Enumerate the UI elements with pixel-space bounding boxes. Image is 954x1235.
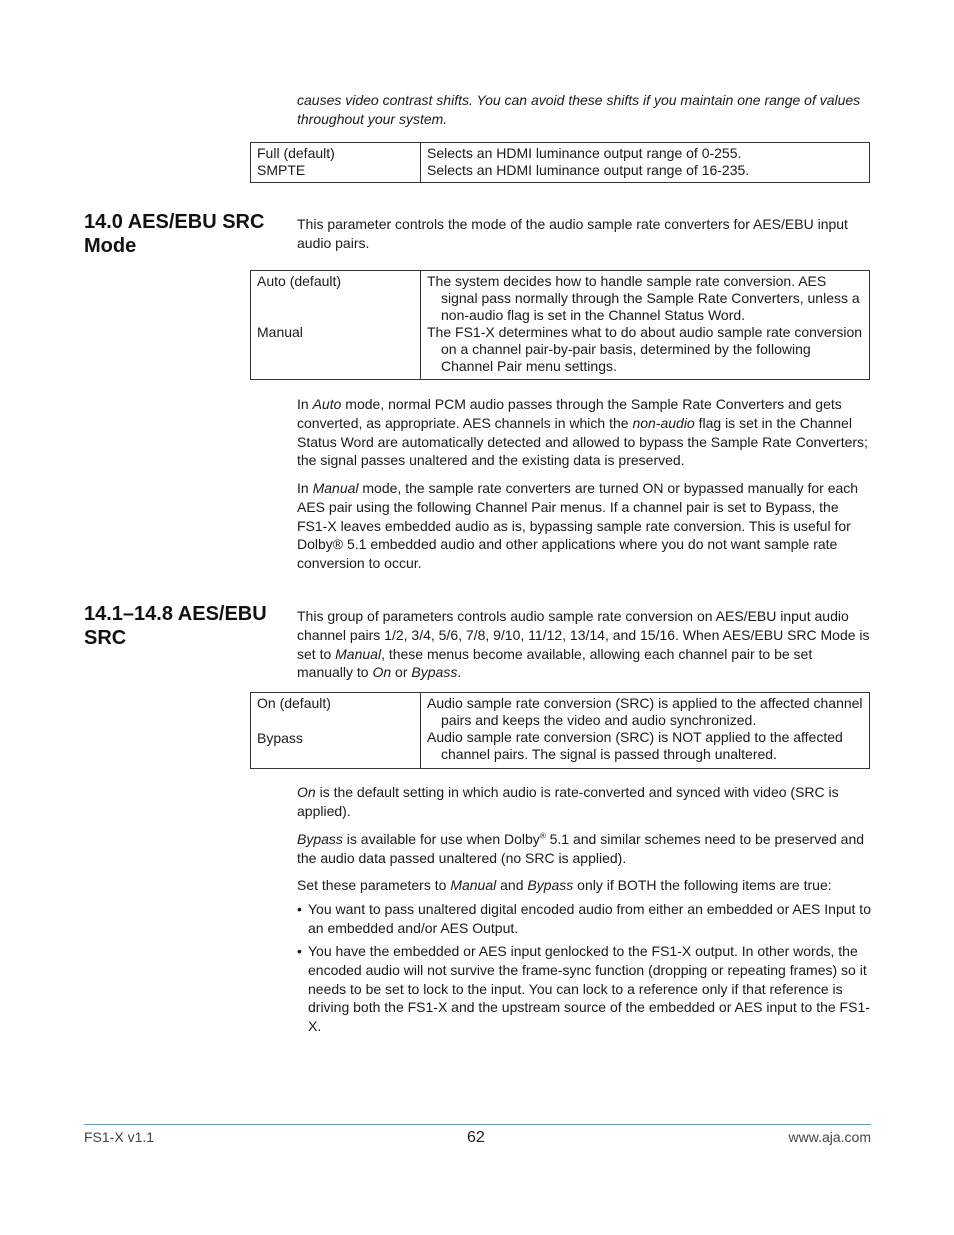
desc-full: Selects an HDMI luminance output range of 0-255. — [427, 145, 742, 161]
hdmi-range-table — [250, 142, 870, 183]
intro-paragraph: causes video contrast shifts. You can avoid these shifts if you maintain one range of values throughout your system. — [297, 92, 861, 127]
option-manual: Manual — [257, 324, 303, 340]
set-parameters-paragraph: Set these parameters to Manual and Bypass only if BOTH the following items are true: — [297, 877, 832, 893]
footer-url: www.aja.com — [788, 1129, 871, 1145]
description-cell — [421, 271, 870, 380]
option-smpte: SMPTE — [257, 162, 306, 178]
manual-mode-paragraph: In Manual mode, the sample rate converters are turned ON or bypassed manually for each AES pair using the following Channel Pair menus. If a channel pair is set to Bypass, the FS1-X leaves embedded audio as is, bypassing sample rate conversion. This is useful for Dolby® 5.1 embedded audio and other applications where you do not want sample rate conversion to occur. — [297, 480, 859, 572]
option-full: Full (default) — [257, 145, 335, 161]
desc-auto: The system decides how to handle sample rate conversion. AES signal pass normally through the Sample Rate Converters, unless a non-audio flag is set in the Channel Status Word. — [427, 273, 860, 323]
option-cell — [251, 693, 421, 769]
src-mode-table — [250, 270, 870, 380]
bypass-paragraph: Bypass is available for use when Dolby® 5.1 and similar schemes need to be preserved and the audio data passed unaltered (no SRC is applied). — [297, 831, 865, 866]
option-auto: Auto (default) — [257, 273, 342, 289]
bullet-icon: • — [297, 901, 302, 917]
bullet-icon: • — [297, 943, 302, 959]
list-item: • You have the embedded or AES input genlocked to the FS1-X output. In other words, the encoded audio will not survive the frame-sync function (dropping or repeating frames) so it needs to be set to lock to the input. You can lock to a reference only if that reference is driving both the FS1-X and the upstream source of the embedded or AES input to the FS1-X. — [297, 943, 870, 1035]
option-on: On (default) — [257, 695, 331, 711]
desc-smpte: Selects an HDMI luminance output range of 16-235. — [427, 162, 750, 178]
section-heading-14-0: 14.0 AES/EBU SRC Mode — [84, 211, 265, 257]
desc-bypass: Audio sample rate conversion (SRC) is NOT applied to the affected channel pairs. The signal is passed through unaltered. — [427, 729, 843, 762]
desc-manual: The FS1-X determines what to do about audio sample rate conversion on a channel pair-by-pair basis, determined by the following Channel Pair menu settings. — [427, 324, 863, 374]
footer-divider — [84, 1124, 871, 1125]
desc-on: Audio sample rate conversion (SRC) is applied to the affected channel pairs and keeps the video and audio synchronized. — [427, 695, 863, 728]
description-cell — [421, 143, 870, 183]
list-item: • You want to pass unaltered digital encoded audio from either an embedded or AES Input to an embedded and/or AES Output. — [297, 901, 871, 936]
section-14-0-intro: This parameter controls the mode of the audio sample rate converters for AES/EBU input audio pairs. — [297, 216, 848, 251]
footer-version: FS1-X v1.1 — [84, 1129, 155, 1145]
option-cell — [251, 143, 421, 183]
auto-mode-paragraph: In Auto mode, normal PCM audio passes through the Sample Rate Converters and gets converted, as appropriate. AES channels in which the non-audio flag is set in the Channel Status Word are automatically detected and allowed to bypass the Sample Rate Converters; the signal passes unaltered and the existing data is preserved. — [297, 396, 868, 469]
section-14-1-intro: This group of parameters controls audio sample rate conversion on AES/EBU input audio channel pairs 1/2, 3/4, 5/6, 7/8, 9/10, 11/12, 13/14, and 15/16. When AES/EBU SRC Mode is set to Manual, these menus become available, allowing each channel pair to be set manually to On or Bypass. — [297, 608, 870, 681]
section-heading-14-1: 14.1–14.8 AES/EBU SRC — [84, 603, 267, 649]
src-pair-table — [250, 692, 870, 769]
page-number: 62 — [467, 1129, 485, 1146]
option-bypass: Bypass — [257, 730, 303, 746]
option-cell — [251, 271, 421, 380]
description-cell — [421, 693, 870, 769]
on-paragraph: On is the default setting in which audio is rate-converted and synced with video (SRC is applied). — [297, 784, 839, 819]
